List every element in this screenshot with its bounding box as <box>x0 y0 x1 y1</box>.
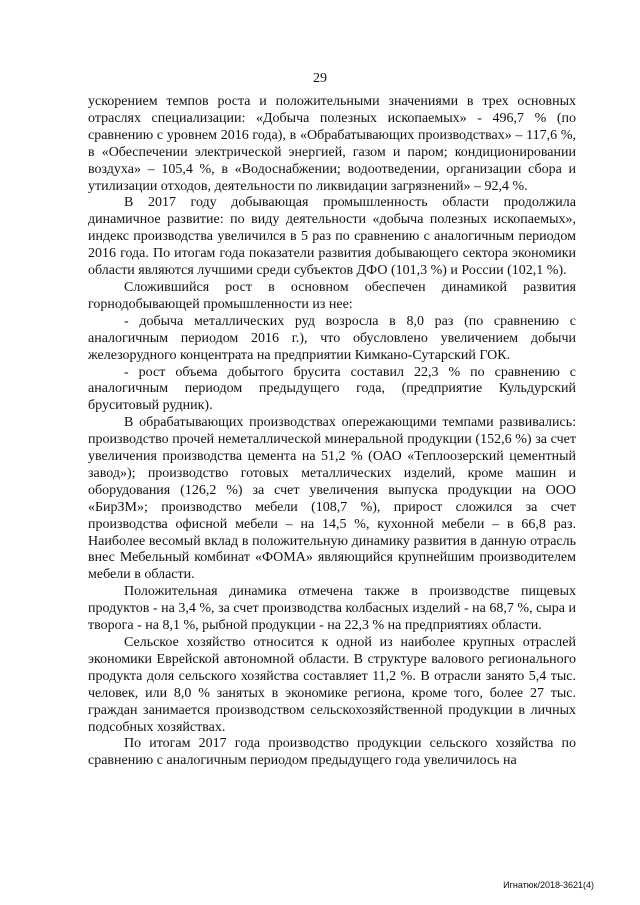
paragraph-brucite: - рост объема добытого брусита составил 22,3 % по сравнению с аналогичным периодом предыдущего года, (предприятие Кульдурский бруситовый рудник). <box>88 364 576 414</box>
document-body <box>88 94 576 770</box>
document-footer-code: Игнатюк/2018-3621(4) <box>503 880 594 890</box>
page-number: 29 <box>313 71 327 86</box>
paragraph-specialization-continuation: ускорением темпов роста и положительными значениями в трех основных отраслях специализации: «Добыча полезных ископаемых» - 496,7 % (по сравнению с уровнем 2016 года), в «Обрабатывающих производствах» – 117,6 %, в «Обеспечении электрической энергией, газом и паром; кондиционировании воздуха» – 105,4 %, в «Водоснабжении; водоотведении, организации сбора и утилизации отходов, деятельности по ликвидации загрязнений» – 92,4 %. <box>88 94 576 194</box>
paragraph-growth-drivers: Сложившийся рост в основном обеспечен динамикой развития горнодобывающей промышленности из нее: <box>88 279 576 312</box>
paragraph-food-production: Положительная динамика отмечена также в производстве пищевых продуктов - на 3,4 %, за счет производства колбасных изделий - на 68,7 %, сыра и творога - на 8,1 %, рыбной продукции - на 22,3 % на предприятиях области. <box>88 584 576 634</box>
paragraph-manufacturing: В обрабатывающих производствах опережающими темпами развивались: производство прочей неметаллической минеральной продукции (152,6 %) за счет увеличения производства цемента на 51,2 % (ОАО «Теплоозерский цементный завод»); производство готовых металлических изделий, кроме машин и оборудования (126,2 %) за счет увеличения выпуска продукции на ООО «БирЗМ»; производство мебели (108,7 %), прирост сложился за счет производства офисной мебели – на 14,5 %, кухонной мебели – в 66,8 раз. Наиболее весомый вклад в положительную динамику развития в данную отрасль внес Мебельный комбинат «ФОМА» являющийся крупнейшим производителем мебели в области. <box>88 415 576 583</box>
paragraph-agriculture: Сельское хозяйство относится к одной из наиболее крупных отраслей экономики Еврейской автономной области. В структуре валового регионального продукта доля сельского хозяйства составляет 11,2 %. В отрасли занято 5,4 тыс. человек, или 8,0 % занятых в экономике региона, кроме того, более 27 тыс. граждан занимается производством сельскохозяйственной продукции в личных подсобных хозяйствах. <box>88 635 576 735</box>
paragraph-metal-ores: - добыча металлических руд возросла в 8,0 раз (по сравнению с аналогичным периодом 2016 г.), что обусловлено увеличением добычи железорудного концентрата на предприятии Кимкано-Сутарский ГОК. <box>88 313 576 363</box>
paragraph-agriculture-results: По итогам 2017 года производство продукции сельского хозяйства по сравнению с аналогичным периодом предыдущего года увеличилось на <box>88 736 576 769</box>
paragraph-mining-2017: В 2017 году добывающая промышленность области продолжила динамичное развитие: по виду деятельности «добыча полезных ископаемых», индекс производства увеличился в 5 раз по сравнению с аналогичным периодом 2016 года. По итогам года показатели развития добывающего сектора экономики области являются лучшими среди субъектов ДФО (101,3 %) и России (102,1 %). <box>88 195 576 279</box>
